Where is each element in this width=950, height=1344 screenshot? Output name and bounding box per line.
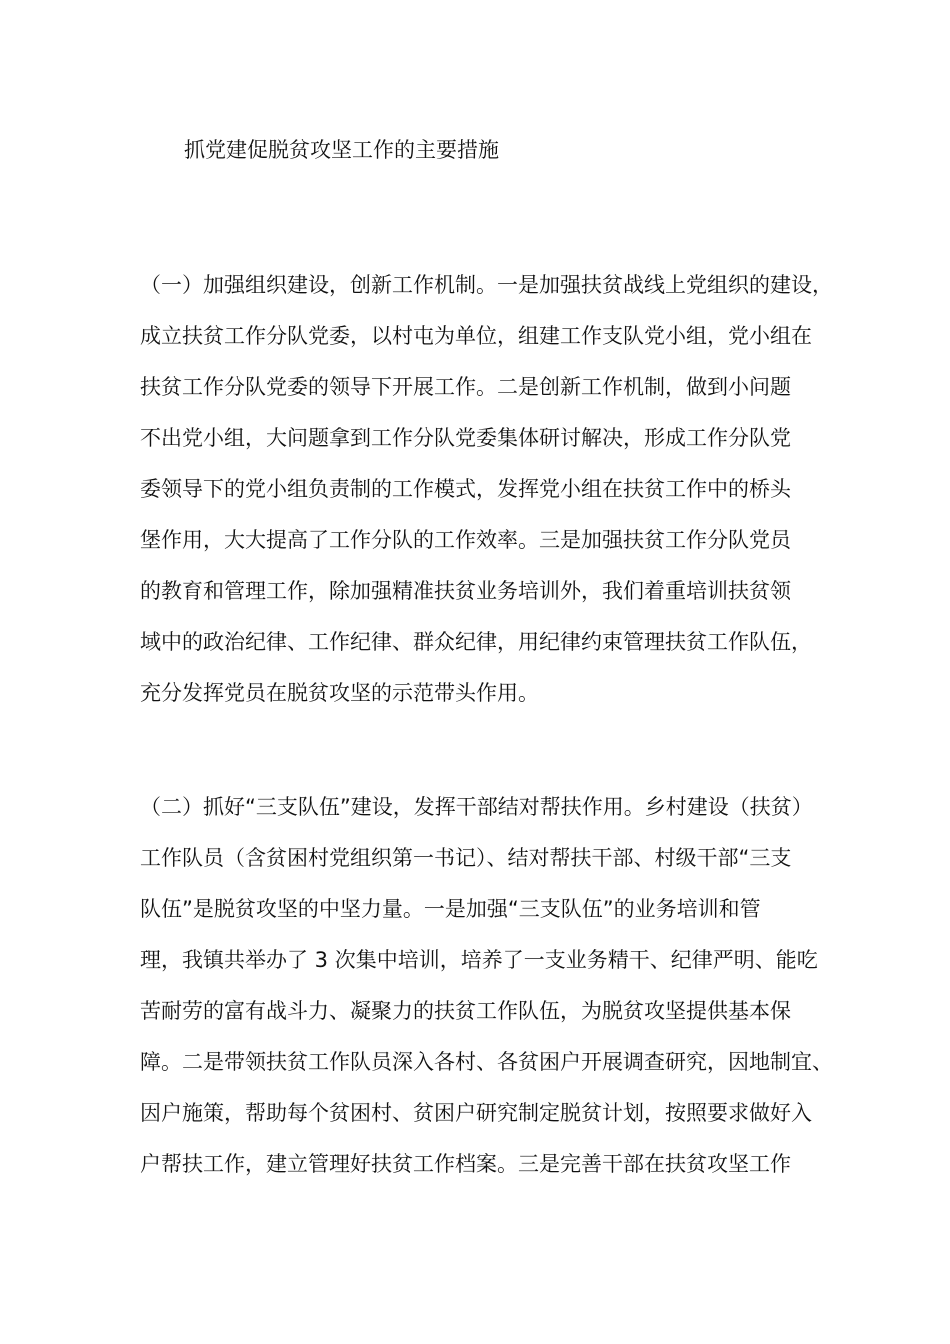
paragraph-line: 不出党小组，大问题拿到工作分队党委集体研讨解决，形成工作分队党 xyxy=(140,426,791,450)
paragraph-line: 户帮扶工作，建立管理好扶贫工作档案。三是完善干部在扶贫攻坚工作 xyxy=(140,1152,791,1176)
paragraph-line: 队伍”是脱贫攻坚的中坚力量。一是加强“三支队伍”的业务培训和管 xyxy=(140,897,761,921)
paragraph-line: 障。二是带领扶贫工作队员深入各村、各贫困户开展调查研究，因地制宜、 xyxy=(140,1050,833,1074)
paragraph-line: 委领导下的党小组负责制的工作模式，发挥党小组在扶贫工作中的桥头 xyxy=(140,477,791,501)
document-title: 抓党建促脱贫攻坚工作的主要措施 xyxy=(184,138,499,162)
paragraph-2 xyxy=(140,782,840,1190)
paragraph-line: 苦耐劳的富有战斗力、凝聚力的扶贫工作队伍，为脱贫攻坚提供基本保 xyxy=(140,999,791,1023)
paragraph-line: 扶贫工作分队党委的领导下开展工作。二是创新工作机制，做到小问题 xyxy=(140,375,791,399)
paragraph-line: 堡作用，大大提高了工作分队的工作效率。三是加强扶贫工作分队党员 xyxy=(140,528,791,552)
paragraph-line: （二）抓好“三支队伍”建设，发挥干部结对帮扶作用。乡村建设（扶贫） xyxy=(140,795,813,819)
paragraph-line: 因户施策，帮助每个贫困村、贫困户研究制定脱贫计划，按照要求做好入 xyxy=(140,1101,812,1125)
paragraph-line: 成立扶贫工作分队党委，以村屯为单位，组建工作支队党小组，党小组在 xyxy=(140,324,812,348)
paragraph-line: 的教育和管理工作，除加强精准扶贫业务培训外，我们着重培训扶贫领 xyxy=(140,579,791,603)
paragraph-1 xyxy=(140,260,840,719)
paragraph-line: （一）加强组织建设，创新工作机制。一是加强扶贫战线上党组织的建设， xyxy=(140,273,833,297)
paragraph-line: 域中的政治纪律、工作纪律、群众纪律，用纪律约束管理扶贫工作队伍， xyxy=(140,630,812,654)
paragraph-line: 充分发挥党员在脱贫攻坚的示范带头作用。 xyxy=(140,681,539,705)
paragraph-line: 工作队员（含贫困村党组织第一书记）、结对帮扶干部、村级干部“三支 xyxy=(140,846,792,870)
paragraph-line: 理，我镇共举办了 3 次集中培训，培养了一支业务精干、纪律严明、能吃 xyxy=(140,948,818,972)
